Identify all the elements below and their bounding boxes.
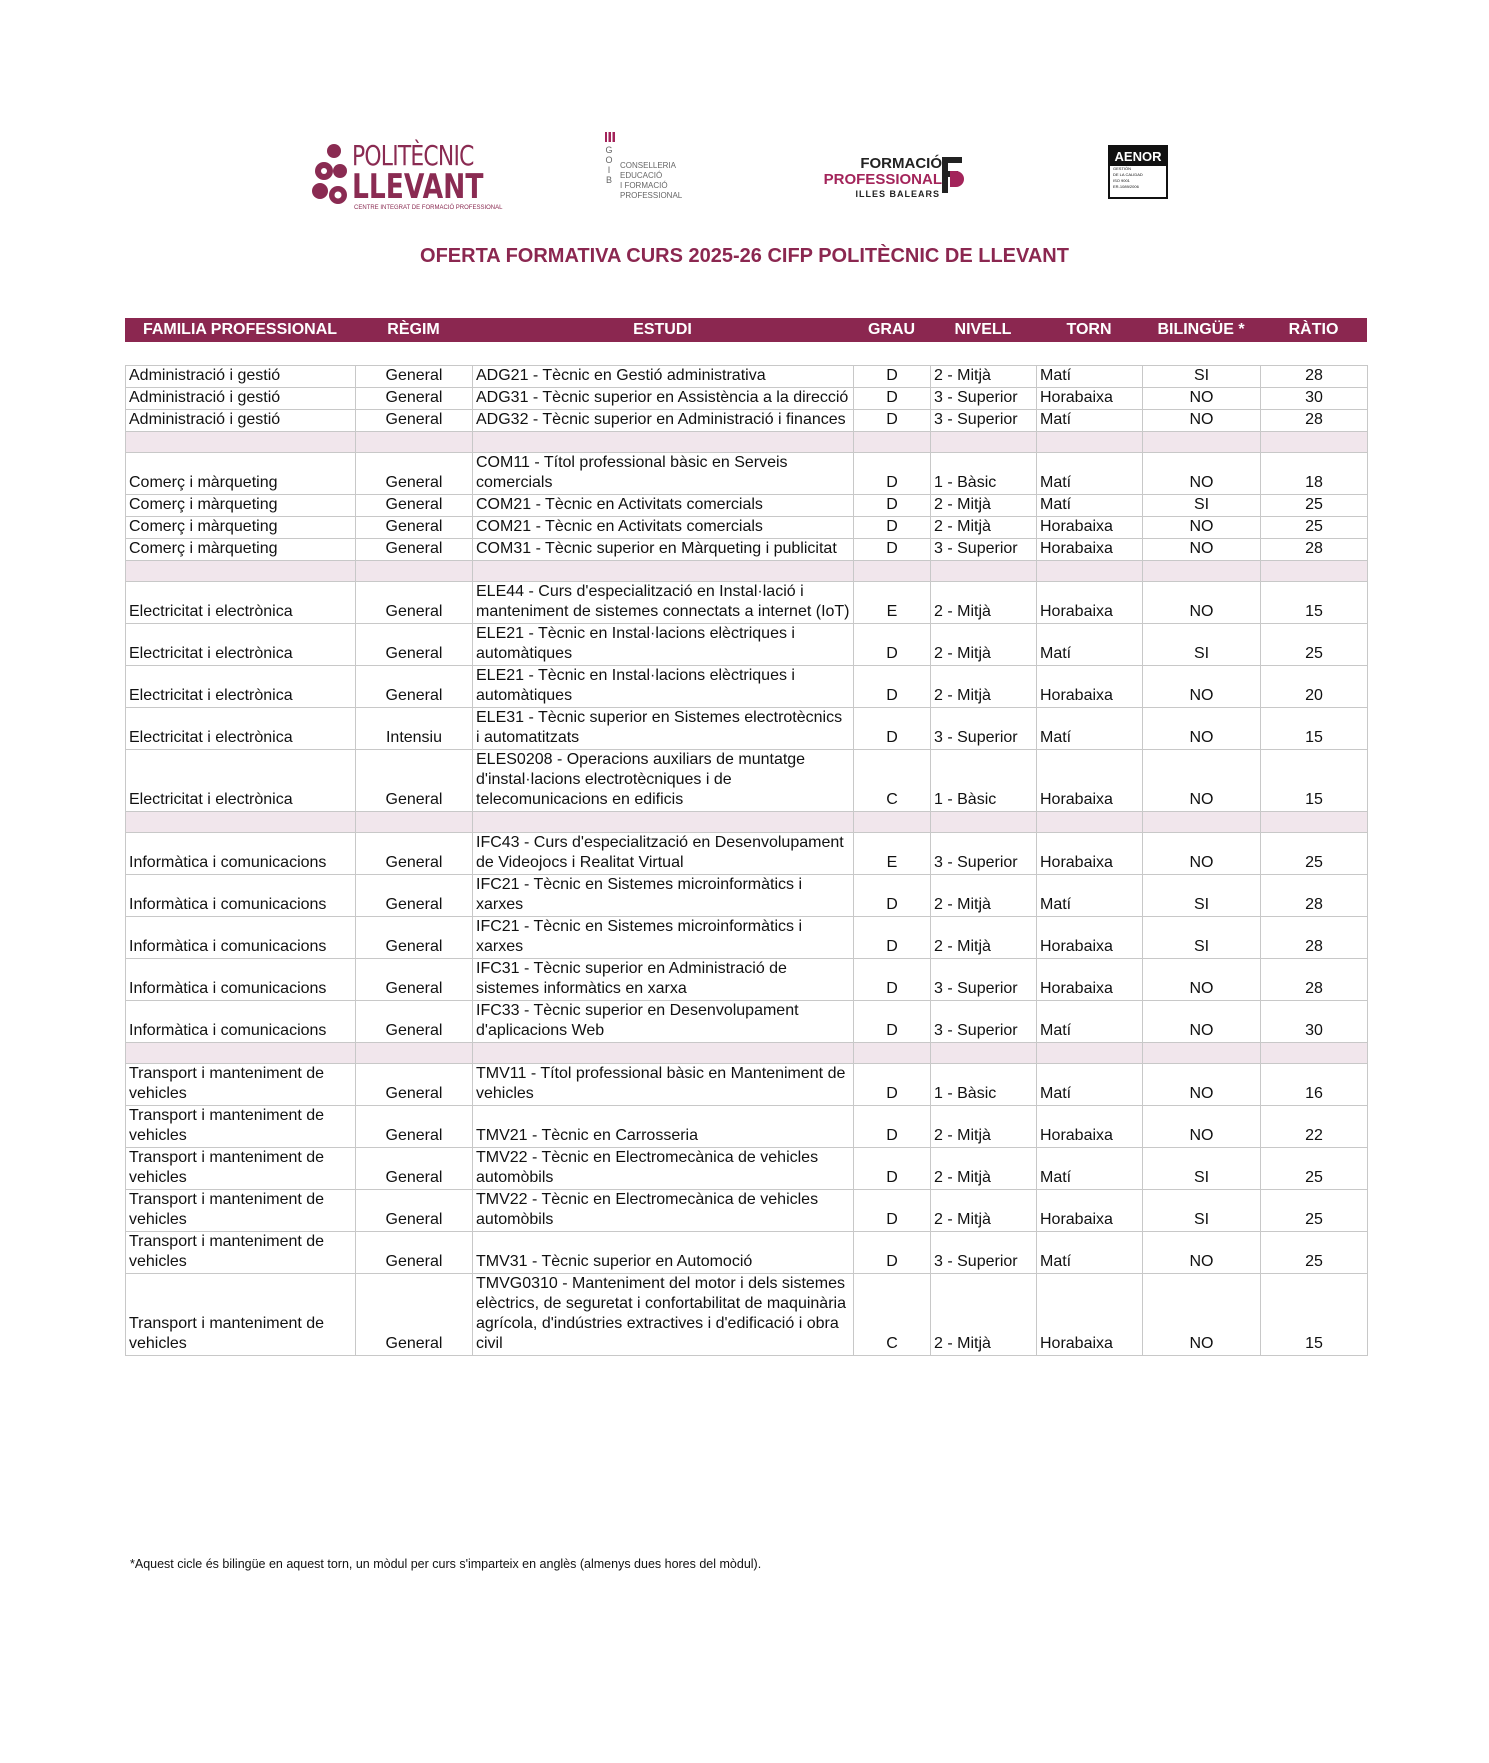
table-row <box>126 833 1368 875</box>
nivell-cell: 3 - Superior <box>931 388 1037 410</box>
ratio-cell: 18 <box>1261 453 1368 495</box>
ratio-cell: 15 <box>1261 708 1368 750</box>
estudi-cell: ELE21 - Tècnic en Instal·lacions elèctriques i automàtiques <box>473 666 854 708</box>
regim-cell: General <box>356 624 473 666</box>
torn-cell: Horabaixa <box>1037 917 1143 959</box>
separator-cell <box>854 432 931 453</box>
fp-logo-line2: PROFESSIONAL <box>823 171 942 188</box>
nivell-cell: 3 - Superior <box>931 1232 1037 1274</box>
familia-cell: Transport i manteniment de vehicles <box>126 1232 356 1274</box>
regim-cell: General <box>356 410 473 432</box>
nivell-cell: 3 - Superior <box>931 410 1037 432</box>
aenor-logo <box>1108 145 1168 199</box>
column-header-estudi: ESTUDI <box>633 321 692 338</box>
ratio-cell: 28 <box>1261 959 1368 1001</box>
nivell-cell: 3 - Superior <box>931 539 1037 561</box>
torn-cell: Horabaixa <box>1037 833 1143 875</box>
ratio-cell: 25 <box>1261 1232 1368 1274</box>
torn-cell: Matí <box>1037 624 1143 666</box>
bilingue-cell: SI <box>1143 495 1261 517</box>
ratio-cell: 15 <box>1261 582 1368 624</box>
table-row <box>126 959 1368 1001</box>
torn-cell: Horabaixa <box>1037 539 1143 561</box>
ratio-cell: 30 <box>1261 388 1368 410</box>
regim-cell: General <box>356 366 473 388</box>
group-separator-row <box>126 432 1368 453</box>
separator-cell <box>1143 561 1261 582</box>
estudi-cell: COM21 - Tècnic en Activitats comercials <box>473 495 854 517</box>
estudi-cell: IFC21 - Tècnic en Sistemes microinformàtics i xarxes <box>473 875 854 917</box>
bilingual-footnote: *Aquest cicle és bilingüe en aquest torn, un mòdul per curs s'imparteix en anglès (almenys dues hores del mòdul). <box>130 1557 762 1571</box>
bilingue-cell: NO <box>1143 410 1261 432</box>
grau-cell: D <box>854 1232 931 1274</box>
separator-cell <box>356 561 473 582</box>
separator-cell <box>931 432 1037 453</box>
separator-cell <box>356 812 473 833</box>
table-row <box>126 388 1368 410</box>
table-row <box>126 582 1368 624</box>
grau-cell: D <box>854 388 931 410</box>
estudi-cell: TMV21 - Tècnic en Carrosseria <box>473 1106 854 1148</box>
torn-cell: Matí <box>1037 495 1143 517</box>
familia-cell: Electricitat i electrònica <box>126 708 356 750</box>
regim-cell: General <box>356 517 473 539</box>
estudi-cell: IFC31 - Tècnic superior en Administració de sistemes informàtics en xarxa <box>473 959 854 1001</box>
torn-cell: Matí <box>1037 1232 1143 1274</box>
torn-cell: Horabaixa <box>1037 517 1143 539</box>
estudi-cell: COM21 - Tècnic en Activitats comercials <box>473 517 854 539</box>
familia-cell: Electricitat i electrònica <box>126 582 356 624</box>
estudi-cell: ADG32 - Tècnic superior en Administració i finances <box>473 410 854 432</box>
regim-cell: General <box>356 833 473 875</box>
regim-cell: General <box>356 1106 473 1148</box>
separator-cell <box>854 561 931 582</box>
grau-cell: D <box>854 708 931 750</box>
grau-cell: D <box>854 875 931 917</box>
grau-cell: C <box>854 1274 931 1356</box>
familia-cell: Administració i gestió <box>126 410 356 432</box>
table-row <box>126 666 1368 708</box>
bilingue-cell: SI <box>1143 875 1261 917</box>
table-row <box>126 1064 1368 1106</box>
familia-cell: Informàtica i comunicacions <box>126 959 356 1001</box>
familia-cell: Informàtica i comunicacions <box>126 1001 356 1043</box>
separator-cell <box>1261 561 1368 582</box>
regim-cell: General <box>356 1148 473 1190</box>
estudi-cell: ELE21 - Tècnic en Instal·lacions elèctriques i automàtiques <box>473 624 854 666</box>
regim-cell: General <box>356 750 473 812</box>
grau-cell: D <box>854 1190 931 1232</box>
bilingue-cell: SI <box>1143 1148 1261 1190</box>
logo-text-llevant: LLEVANT <box>352 167 484 207</box>
aenor-line: ER-1089/2006 <box>1113 184 1139 189</box>
nivell-cell: 2 - Mitjà <box>931 1148 1037 1190</box>
politecnic-llevant-logo <box>310 135 503 215</box>
familia-cell: Comerç i màrqueting <box>126 453 356 495</box>
estudi-cell: ELES0208 - Operacions auxiliars de muntatge d'instal·lacions electrotècniques i de telecomunicacions en edificis <box>473 750 854 812</box>
goib-conselleria-text: CONSELLERIA EDUCACIÓ I FORMACIÓ PROFESSIONAL <box>620 161 683 200</box>
grau-cell: C <box>854 750 931 812</box>
table-row <box>126 495 1368 517</box>
grau-cell: D <box>854 366 931 388</box>
bilingue-cell: SI <box>1143 1190 1261 1232</box>
table-row <box>126 1148 1368 1190</box>
estudi-cell: TMV11 - Títol professional bàsic en Manteniment de vehicles <box>473 1064 854 1106</box>
regim-cell: General <box>356 917 473 959</box>
fp-logo-line3: ILLES BALEARS <box>855 189 940 199</box>
aenor-line: ISO 9001 <box>1113 178 1130 183</box>
familia-cell: Transport i manteniment de vehicles <box>126 1148 356 1190</box>
regim-cell: General <box>356 453 473 495</box>
separator-cell <box>356 1043 473 1064</box>
separator-cell <box>1037 561 1143 582</box>
grau-cell: D <box>854 1148 931 1190</box>
nivell-cell: 2 - Mitjà <box>931 624 1037 666</box>
regim-cell: General <box>356 582 473 624</box>
grau-cell: D <box>854 624 931 666</box>
table-row <box>126 917 1368 959</box>
torn-cell: Matí <box>1037 410 1143 432</box>
familia-cell: Electricitat i electrònica <box>126 624 356 666</box>
grau-cell: E <box>854 582 931 624</box>
nivell-cell: 2 - Mitjà <box>931 517 1037 539</box>
nivell-cell: 3 - Superior <box>931 1001 1037 1043</box>
grau-cell: D <box>854 1001 931 1043</box>
nivell-cell: 2 - Mitjà <box>931 917 1037 959</box>
torn-cell: Horabaixa <box>1037 959 1143 1001</box>
bilingue-cell: NO <box>1143 539 1261 561</box>
grau-cell: D <box>854 1064 931 1106</box>
group-separator-row <box>126 812 1368 833</box>
bilingue-cell: NO <box>1143 750 1261 812</box>
training-offer-table <box>125 365 1368 1356</box>
aenor-name: AENOR <box>1110 147 1166 166</box>
separator-cell <box>473 1043 854 1064</box>
torn-cell: Horabaixa <box>1037 582 1143 624</box>
regim-cell: General <box>356 1001 473 1043</box>
grau-cell: E <box>854 833 931 875</box>
nivell-cell: 3 - Superior <box>931 833 1037 875</box>
estudi-cell: IFC21 - Tècnic en Sistemes microinformàtics i xarxes <box>473 917 854 959</box>
column-header-familia: FAMILIA PROFESSIONAL <box>142 321 338 338</box>
nivell-cell: 1 - Bàsic <box>931 750 1037 812</box>
regim-cell: General <box>356 539 473 561</box>
bilingue-cell: NO <box>1143 388 1261 410</box>
familia-cell: Comerç i màrqueting <box>126 539 356 561</box>
familia-cell: Informàtica i comunicacions <box>126 917 356 959</box>
ratio-cell: 22 <box>1261 1106 1368 1148</box>
goib-crest-icon <box>604 131 616 143</box>
ratio-cell: 28 <box>1261 366 1368 388</box>
estudi-cell: TMVG0310 - Manteniment del motor i dels sistemes elèctrics, de seguretat i confortabilitat de maquinària agrícola, d'indústries extractives i d'edificació i obra civil <box>473 1274 854 1356</box>
bilingue-cell: SI <box>1143 624 1261 666</box>
grau-cell: D <box>854 517 931 539</box>
logo-strip <box>0 135 1489 215</box>
separator-cell <box>1261 1043 1368 1064</box>
torn-cell: Horabaixa <box>1037 1274 1143 1356</box>
bilingue-cell: NO <box>1143 666 1261 708</box>
separator-cell <box>854 812 931 833</box>
nivell-cell: 2 - Mitjà <box>931 1274 1037 1356</box>
grau-cell: D <box>854 959 931 1001</box>
familia-cell: Administració i gestió <box>126 388 356 410</box>
nivell-cell: 2 - Mitjà <box>931 366 1037 388</box>
grau-cell: D <box>854 539 931 561</box>
group-separator-row <box>126 561 1368 582</box>
bilingue-cell: SI <box>1143 366 1261 388</box>
nivell-cell: 2 - Mitjà <box>931 1190 1037 1232</box>
table-header <box>125 318 1367 342</box>
logo-text-politecnic: POLITÈCNIC <box>352 139 474 172</box>
familia-cell: Comerç i màrqueting <box>126 495 356 517</box>
table-row <box>126 517 1368 539</box>
column-header-regim: RÈGIM <box>387 321 440 338</box>
nivell-cell: 2 - Mitjà <box>931 666 1037 708</box>
grau-cell: D <box>854 917 931 959</box>
column-header-ratio: RÀTIO <box>1288 321 1339 338</box>
table-row <box>126 875 1368 917</box>
ratio-cell: 28 <box>1261 875 1368 917</box>
bilingue-cell: NO <box>1143 833 1261 875</box>
estudi-cell: COM11 - Títol professional bàsic en Serveis comercials <box>473 453 854 495</box>
grau-cell: D <box>854 495 931 517</box>
table-row <box>126 453 1368 495</box>
ratio-cell: 25 <box>1261 1190 1368 1232</box>
estudi-cell: ELE44 - Curs d'especialització en Instal·lació i manteniment de sistemes connectats a internet (IoT) <box>473 582 854 624</box>
grau-cell: D <box>854 666 931 708</box>
separator-cell <box>1037 432 1143 453</box>
logo-text-centre: CENTRE INTEGRAT DE FORMACIÓ PROFESSIONAL <box>354 205 503 211</box>
estudi-cell: IFC33 - Tècnic superior en Desenvolupament d'aplicacions Web <box>473 1001 854 1043</box>
separator-cell <box>1143 432 1261 453</box>
familia-cell: Transport i manteniment de vehicles <box>126 1106 356 1148</box>
estudi-cell: IFC43 - Curs d'especialització en Desenvolupament de Videojocs i Realitat Virtual <box>473 833 854 875</box>
grau-cell: D <box>854 1106 931 1148</box>
torn-cell: Horabaixa <box>1037 750 1143 812</box>
nivell-cell: 2 - Mitjà <box>931 495 1037 517</box>
familia-cell: Administració i gestió <box>126 366 356 388</box>
table-body <box>126 366 1368 1356</box>
ratio-cell: 25 <box>1261 833 1368 875</box>
separator-cell <box>931 1043 1037 1064</box>
table-row <box>126 1190 1368 1232</box>
torn-cell: Matí <box>1037 875 1143 917</box>
regim-cell: General <box>356 1274 473 1356</box>
separator-cell <box>1261 432 1368 453</box>
table-row <box>126 1274 1368 1356</box>
torn-cell: Matí <box>1037 1064 1143 1106</box>
estudi-cell: ADG21 - Tècnic en Gestió administrativa <box>473 366 854 388</box>
torn-cell: Horabaixa <box>1037 388 1143 410</box>
ratio-cell: 15 <box>1261 1274 1368 1356</box>
bilingue-cell: NO <box>1143 1106 1261 1148</box>
familia-cell: Informàtica i comunicacions <box>126 833 356 875</box>
regim-cell: General <box>356 1064 473 1106</box>
familia-cell: Electricitat i electrònica <box>126 666 356 708</box>
column-header-nivell: NIVELL <box>954 321 1012 338</box>
separator-cell <box>473 561 854 582</box>
nivell-cell: 3 - Superior <box>931 959 1037 1001</box>
aenor-line: DE LA CALIDAD <box>1113 172 1143 177</box>
separator-cell <box>126 812 356 833</box>
table-row <box>126 366 1368 388</box>
regim-cell: General <box>356 1190 473 1232</box>
separator-cell <box>1143 1043 1261 1064</box>
familia-cell: Transport i manteniment de vehicles <box>126 1190 356 1232</box>
estudi-cell: TMV22 - Tècnic en Electromecànica de vehicles automòbils <box>473 1190 854 1232</box>
bilingue-cell: SI <box>1143 917 1261 959</box>
separator-cell <box>473 812 854 833</box>
nivell-cell: 2 - Mitjà <box>931 1106 1037 1148</box>
ratio-cell: 28 <box>1261 539 1368 561</box>
bilingue-cell: NO <box>1143 517 1261 539</box>
politecnic-figure-icon <box>310 141 354 209</box>
column-header-torn: TORN <box>1066 321 1112 338</box>
nivell-cell: 2 - Mitjà <box>931 582 1037 624</box>
estudi-cell: TMV22 - Tècnic en Electromecànica de vehicles automòbils <box>473 1148 854 1190</box>
column-header-bilingue: BILINGÜE * <box>1157 321 1245 338</box>
goib-conselleria-logo <box>604 135 684 215</box>
table-row <box>126 708 1368 750</box>
formacio-professional-logo <box>820 135 980 215</box>
familia-cell: Informàtica i comunicacions <box>126 875 356 917</box>
fp-mark-icon <box>940 153 964 197</box>
goib-letters: G O I B <box>605 145 613 185</box>
table-row <box>126 624 1368 666</box>
ratio-cell: 16 <box>1261 1064 1368 1106</box>
regim-cell: Intensiu <box>356 708 473 750</box>
regim-cell: General <box>356 388 473 410</box>
ratio-cell: 28 <box>1261 410 1368 432</box>
regim-cell: General <box>356 1232 473 1274</box>
torn-cell: Matí <box>1037 366 1143 388</box>
grau-cell: D <box>854 410 931 432</box>
table-row <box>126 1106 1368 1148</box>
table-row <box>126 1232 1368 1274</box>
familia-cell: Electricitat i electrònica <box>126 750 356 812</box>
separator-cell <box>473 432 854 453</box>
nivell-cell: 1 - Bàsic <box>931 453 1037 495</box>
separator-cell <box>931 561 1037 582</box>
table-row <box>126 750 1368 812</box>
familia-cell: Transport i manteniment de vehicles <box>126 1274 356 1356</box>
bilingue-cell: NO <box>1143 959 1261 1001</box>
separator-cell <box>1261 812 1368 833</box>
regim-cell: General <box>356 875 473 917</box>
estudi-cell: ELE31 - Tècnic superior en Sistemes electrotècnics i automatitzats <box>473 708 854 750</box>
familia-cell: Comerç i màrqueting <box>126 517 356 539</box>
grau-cell: D <box>854 453 931 495</box>
ratio-cell: 25 <box>1261 495 1368 517</box>
separator-cell <box>1143 812 1261 833</box>
torn-cell: Horabaixa <box>1037 1106 1143 1148</box>
ratio-cell: 20 <box>1261 666 1368 708</box>
estudi-cell: ADG31 - Tècnic superior en Assistència a la direcció <box>473 388 854 410</box>
separator-cell <box>356 432 473 453</box>
bilingue-cell: NO <box>1143 582 1261 624</box>
document-title: OFERTA FORMATIVA CURS 2025-26 CIFP POLITÈCNIC DE LLEVANT <box>420 245 1069 267</box>
table-row <box>126 410 1368 432</box>
ratio-cell: 28 <box>1261 917 1368 959</box>
fp-logo-line1: FORMACIÓ <box>860 155 942 172</box>
ratio-cell: 25 <box>1261 624 1368 666</box>
bilingue-cell: NO <box>1143 1064 1261 1106</box>
table-row <box>126 539 1368 561</box>
estudi-cell: COM31 - Tècnic superior en Màrqueting i publicitat <box>473 539 854 561</box>
separator-cell <box>854 1043 931 1064</box>
torn-cell: Horabaixa <box>1037 1190 1143 1232</box>
separator-cell <box>1037 812 1143 833</box>
torn-cell: Matí <box>1037 1001 1143 1043</box>
bilingue-cell: NO <box>1143 1001 1261 1043</box>
ratio-cell: 30 <box>1261 1001 1368 1043</box>
separator-cell <box>126 561 356 582</box>
nivell-cell: 3 - Superior <box>931 708 1037 750</box>
separator-cell <box>126 432 356 453</box>
group-separator-row <box>126 1043 1368 1064</box>
bilingue-cell: NO <box>1143 1274 1261 1356</box>
separator-cell <box>126 1043 356 1064</box>
nivell-cell: 1 - Bàsic <box>931 1064 1037 1106</box>
bilingue-cell: NO <box>1143 453 1261 495</box>
regim-cell: General <box>356 666 473 708</box>
ratio-cell: 25 <box>1261 517 1368 539</box>
ratio-cell: 25 <box>1261 1148 1368 1190</box>
bilingue-cell: NO <box>1143 1232 1261 1274</box>
bilingue-cell: NO <box>1143 708 1261 750</box>
ratio-cell: 15 <box>1261 750 1368 812</box>
torn-cell: Matí <box>1037 708 1143 750</box>
torn-cell: Horabaixa <box>1037 666 1143 708</box>
separator-cell <box>931 812 1037 833</box>
torn-cell: Matí <box>1037 453 1143 495</box>
aenor-line: GESTIÓN <box>1113 166 1132 171</box>
regim-cell: General <box>356 959 473 1001</box>
table-row <box>126 1001 1368 1043</box>
estudi-cell: TMV31 - Tècnic superior en Automoció <box>473 1232 854 1274</box>
column-header-grau: GRAU <box>867 321 916 338</box>
regim-cell: General <box>356 495 473 517</box>
torn-cell: Matí <box>1037 1148 1143 1190</box>
familia-cell: Transport i manteniment de vehicles <box>126 1064 356 1106</box>
separator-cell <box>1037 1043 1143 1064</box>
nivell-cell: 2 - Mitjà <box>931 875 1037 917</box>
